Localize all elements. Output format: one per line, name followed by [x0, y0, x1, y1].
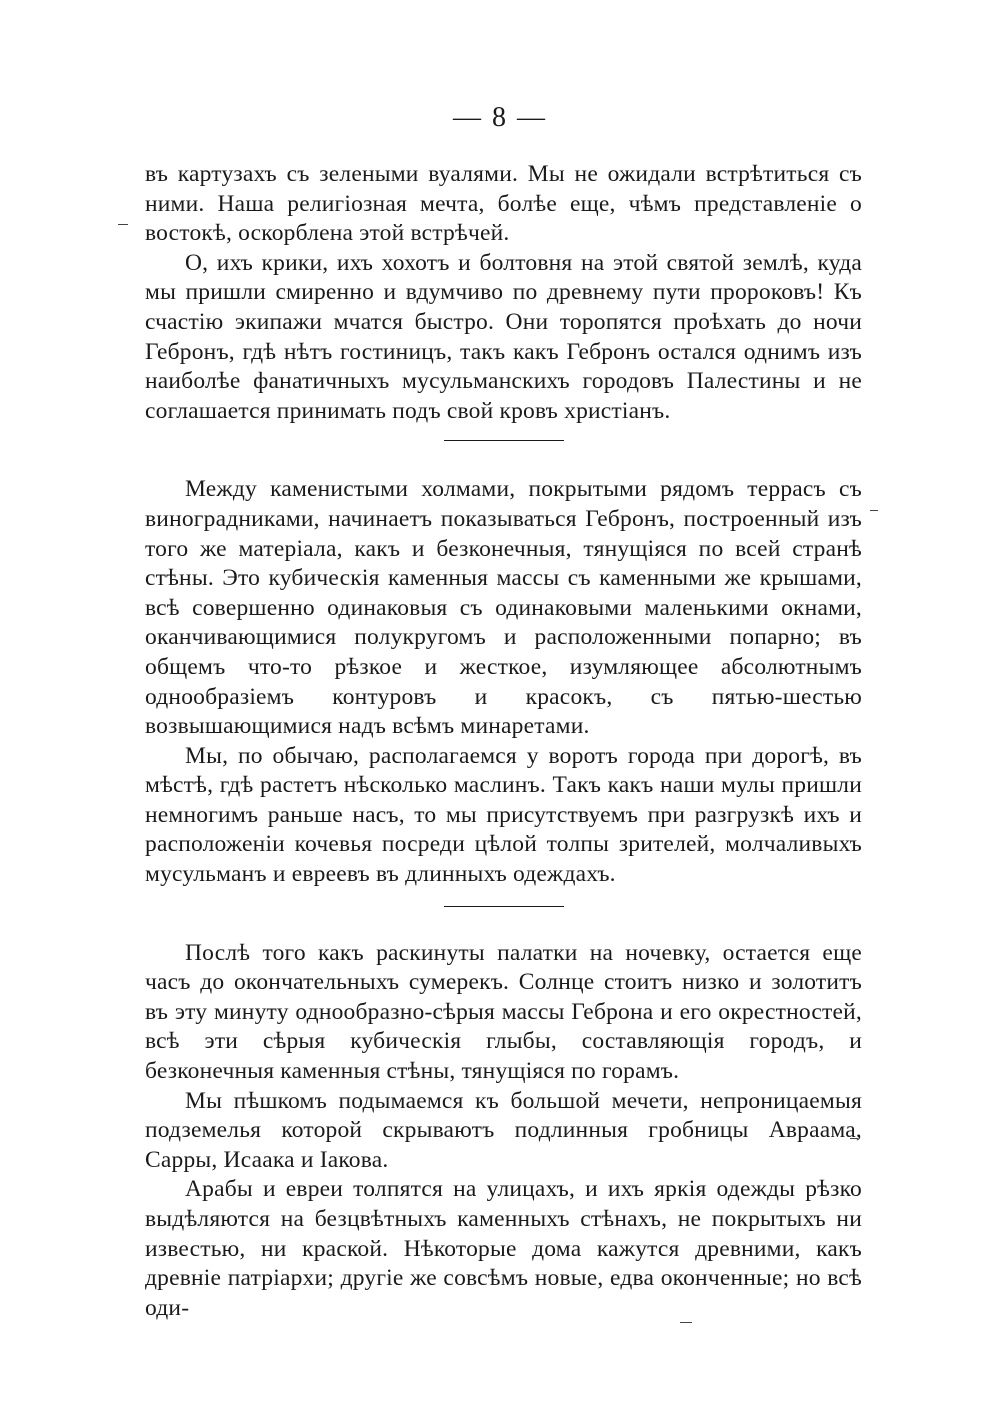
paragraph-3: Между каменистыми холмами, покрытыми рядомъ террасъ съ виноградниками, начинаетъ показываться Гебронъ, построенный изъ того же матеріала, какъ и безконечныя, тянущіяся по всей странѣ стѣны. Это кубическія каменныя массы съ каменными же крышами, всѣ совершенно одинаковыя съ одинаковыми маленькими окнами, оканчивающимися полукругомъ и расположенными попарно; въ общемъ что-то рѣзкое и жесткое, изумляющее абсолютнымъ однообразіемъ контуровъ и красокъ, съ пятью-шестью возвышающимися надъ всѣмъ минаретами. [145, 476, 862, 740]
paragraph-1: въ картузахъ съ зелеными вуалями. Мы не ожидали встрѣтиться съ ними. Наша религіозная мечта, болѣе еще, чѣмъ представленіе о востокѣ, оскорблена этой встрѣчей. [145, 161, 862, 247]
paragraph-6: Мы пѣшкомъ подымаемся къ большой мечети, непроницаемыя подземелья которой скрываютъ подлинныя гробницы Авраама, Сарры, Исаака и Іакова. [145, 1087, 862, 1173]
page-number: — 8 — [453, 102, 547, 133]
section-divider-1 [444, 440, 564, 441]
section-divider-2 [444, 906, 564, 907]
paragraph-5: Послѣ того какъ раскинуты палатки на ночевку, остается еще часъ до окончательныхъ сумерекъ. Солнце стоитъ низко и золотитъ въ эту минуту однообразно-сѣрыя массы Геброна и его окрестностей, всѣ эти сѣрыя кубическія глыбы, составляющія городъ, и безконечныя каменныя стѣны, тянущіяся по горамъ. [145, 939, 862, 1085]
body-text [145, 160, 862, 1323]
paragraph-7: Арабы и евреи толпятся на улицахъ, и ихъ яркія одежды рѣзко выдѣляются на безцвѣтныхъ каменныхъ стѣнахъ, не покрытыхъ ни известью, ни краской. Нѣкоторые дома кажутся древними, какъ древніе патріархи; другіе же совсѣмъ новые, едва оконченные; но всѣ оди- [145, 1176, 862, 1321]
scan-speck [118, 224, 128, 225]
scan-speck [850, 1138, 858, 1139]
paragraph-4: Мы, по обычаю, располагаемся у воротъ города при дорогѣ, въ мѣстѣ, гдѣ растетъ нѣсколько маслинъ. Такъ какъ наши мулы пришли немногимъ раньше насъ, то мы присутствуемъ при разгрузкѣ ихъ и расположеніи кочевья посреди цѣлой толпы зрителей, молчаливыхъ мусульманъ и евреевъ въ длинныхъ одеждахъ. [145, 742, 862, 888]
scan-speck [870, 510, 878, 511]
paragraph-2: О, ихъ крики, ихъ хохотъ и болтовня на этой святой землѣ, куда мы пришли смиренно и вдумчиво по древнему пути пророковъ! Къ счастію экипажи мчатся быстро. Они торопятся проѣхать до ночи Гебронъ, гдѣ нѣтъ гостиницъ, такъ какъ Гебронъ остался однимъ изъ наиболѣе фанатичныхъ мусульманскихъ городовъ Палестины и не соглашается принимать подъ свой кровъ христіанъ. [145, 249, 862, 424]
scan-speck [680, 1322, 692, 1323]
